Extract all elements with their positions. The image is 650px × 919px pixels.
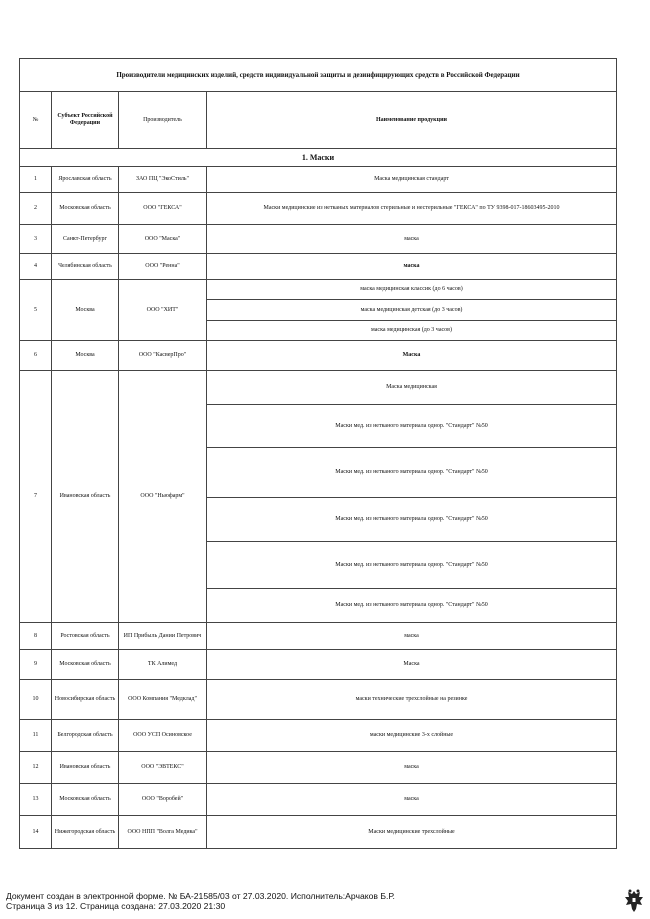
region-cell: Ивановская область — [52, 371, 119, 623]
region-cell: Ярославская область — [52, 167, 119, 193]
producer-cell: ООО "ЭВТЕКС" — [119, 752, 207, 784]
row-number: 14 — [20, 816, 52, 849]
region-cell: Белгородская область — [52, 720, 119, 752]
region-cell: Московская область — [52, 784, 119, 816]
row-number: 5 — [20, 280, 52, 341]
document-footer — [6, 891, 395, 911]
product-cell: маска — [207, 225, 617, 254]
row-number: 4 — [20, 254, 52, 280]
product-cell: маска — [207, 784, 617, 816]
producer-cell: ТК Алимед — [119, 650, 207, 680]
section-row — [20, 149, 617, 167]
table-row — [20, 623, 617, 650]
product-cell: Маска — [207, 650, 617, 680]
product-cell: Маски мед. из нетканого материала однор. "Стандарт" №50 — [207, 448, 617, 498]
row-number: 1 — [20, 167, 52, 193]
table-row — [20, 720, 617, 752]
product-cell: Маска — [207, 341, 617, 371]
region-cell: Новосибирская область — [52, 680, 119, 720]
row-number: 8 — [20, 623, 52, 650]
footer-line-2: Страница 3 из 12. Страница создана: 27.03.2020 21:30 — [6, 901, 226, 911]
row-number: 7 — [20, 371, 52, 623]
producer-cell: ООО "КасверПро" — [119, 341, 207, 371]
title-row — [20, 59, 617, 92]
header-producer: Производитель — [119, 92, 207, 149]
footer-line-1: Документ создан в электронной форме. № БА-21585/03 от 27.03.2020. Исполнитель:Арчаков Б.Р. — [6, 891, 395, 901]
product-cell: Маски медицинские из нетканых материалов стерильные и нестерильные "ГЕКСА" по ТУ 9398-017-18603495-2010 — [207, 193, 617, 225]
product-cell: Маски медицинские трехслойные — [207, 816, 617, 849]
product-cell: маска медицинская классик (до 6 часов) — [207, 280, 617, 300]
table-row — [20, 254, 617, 280]
product-cell: маски медицинские 3-х слойные — [207, 720, 617, 752]
row-number: 13 — [20, 784, 52, 816]
product-cell: маска — [207, 752, 617, 784]
producers-table — [19, 58, 617, 849]
product-cell: Маски мед. из нетканого материала однор. "Стандарт" №50 — [207, 405, 617, 448]
region-cell: Москва — [52, 341, 119, 371]
row-number: 9 — [20, 650, 52, 680]
product-cell: Маска медицинская стандарт — [207, 167, 617, 193]
header-subject: Субъект Российской Федерации — [52, 92, 119, 149]
table-row — [20, 784, 617, 816]
table-row — [20, 816, 617, 849]
product-cell: Маски мед. из нетканого материала однор. "Стандарт" №50 — [207, 589, 617, 623]
region-cell: Ивановская область — [52, 752, 119, 784]
region-cell: Московская область — [52, 193, 119, 225]
header-row — [20, 92, 617, 149]
region-cell: Челябинская область — [52, 254, 119, 280]
row-number: 6 — [20, 341, 52, 371]
table-row — [20, 650, 617, 680]
region-cell: Ростовская область — [52, 623, 119, 650]
product-cell: Маски мед. из нетканого материала однор. "Стандарт" №50 — [207, 498, 617, 542]
product-cell: Маски мед. из нетканого материала однор. "Стандарт" №50 — [207, 542, 617, 589]
table-row — [20, 341, 617, 371]
table-row — [20, 680, 617, 720]
table-row — [20, 752, 617, 784]
producer-cell: ООО "ХИТ" — [119, 280, 207, 341]
producer-cell: ООО УСП Осиновское — [119, 720, 207, 752]
row-number: 11 — [20, 720, 52, 752]
producer-cell: ООО "ГЕКСА" — [119, 193, 207, 225]
table-row — [20, 193, 617, 225]
row-number: 2 — [20, 193, 52, 225]
producer-cell: ООО "Воробей" — [119, 784, 207, 816]
product-cell: маска — [207, 254, 617, 280]
producer-cell: ООО "Маска" — [119, 225, 207, 254]
section-title: 1. Маски — [20, 149, 617, 167]
row-number: 10 — [20, 680, 52, 720]
table-row — [20, 167, 617, 193]
product-cell: маски технические трехслойные на резинке — [207, 680, 617, 720]
producer-cell: ООО "Ренна" — [119, 254, 207, 280]
producer-cell: ЗАО ПЦ "ЭкоСтиль" — [119, 167, 207, 193]
producer-cell: ООО "Ньюфарм" — [119, 371, 207, 623]
product-cell: маска медицинская детская (до 3 часов) — [207, 300, 617, 321]
table-row — [20, 225, 617, 254]
producer-cell: ИП Прибыль Дании Петрович — [119, 623, 207, 650]
product-cell: маска — [207, 623, 617, 650]
product-cell: маска медицинская (до 3 часов) — [207, 321, 617, 341]
header-num: № — [20, 92, 52, 149]
row-number: 3 — [20, 225, 52, 254]
product-cell: Маска медицинская — [207, 371, 617, 405]
table-row — [20, 371, 617, 405]
producer-cell: ООО Компания "Медклад" — [119, 680, 207, 720]
row-number: 12 — [20, 752, 52, 784]
region-cell: Московская область — [52, 650, 119, 680]
header-product: Наименование продукции — [207, 92, 617, 149]
region-cell: Москва — [52, 280, 119, 341]
region-cell: Санкт-Петербург — [52, 225, 119, 254]
producer-cell: ООО НПП "Волга Медика" — [119, 816, 207, 849]
table-title: Производители медицинских изделий, средств индивидуальной защиты и дезинфицирующих средств в Российской Федерации — [20, 59, 617, 92]
russian-coat-of-arms-icon — [624, 888, 644, 914]
region-cell: Нижегородская область — [52, 816, 119, 849]
table-row — [20, 280, 617, 300]
